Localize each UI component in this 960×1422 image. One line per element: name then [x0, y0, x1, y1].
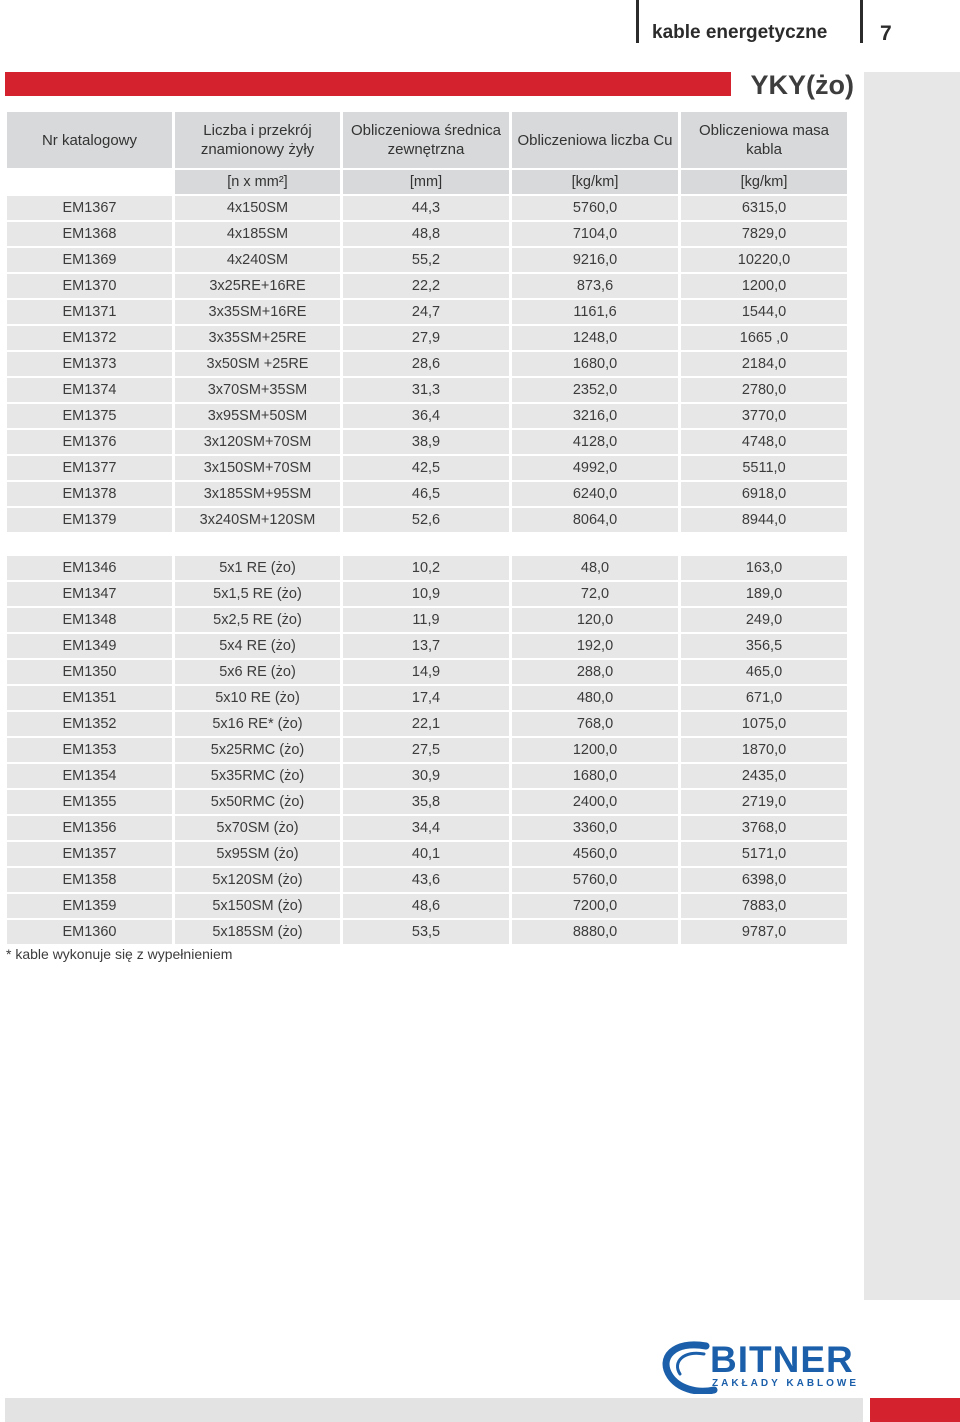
table-cell: EM1346	[7, 556, 172, 580]
footnote: * kable wykonuje się z wypełnieniem	[6, 946, 233, 962]
table-cell: 1680,0	[512, 352, 678, 376]
table-row	[7, 556, 847, 580]
bottom-accent	[870, 1398, 960, 1422]
table-row	[7, 456, 847, 480]
side-strip	[864, 72, 960, 1300]
table-cell: 22,2	[343, 274, 509, 298]
table-cell: 28,6	[343, 352, 509, 376]
table-row	[7, 920, 847, 944]
table-cell: 2400,0	[512, 790, 678, 814]
table-cell: EM1359	[7, 894, 172, 918]
table-cell: 2352,0	[512, 378, 678, 402]
table-cell: 27,5	[343, 738, 509, 762]
table-cell: EM1378	[7, 482, 172, 506]
table-row	[7, 352, 847, 376]
table-cell: 8944,0	[681, 508, 847, 532]
table-cell: 1680,0	[512, 764, 678, 788]
table-cell: 3x185SM+95SM	[175, 482, 340, 506]
table-row	[7, 816, 847, 840]
table-cell: 48,8	[343, 222, 509, 246]
table-cell: 3x120SM+70SM	[175, 430, 340, 454]
table-cell: 3x150SM+70SM	[175, 456, 340, 480]
table-cell: 120,0	[512, 608, 678, 632]
table-cell: 7829,0	[681, 222, 847, 246]
unit-cell: [mm]	[343, 170, 509, 194]
table-row	[7, 222, 847, 246]
table-row	[7, 300, 847, 324]
table-cell: 5x185SM (żo)	[175, 920, 340, 944]
table-cell: EM1350	[7, 660, 172, 684]
table-cell: 9787,0	[681, 920, 847, 944]
table-cell: 2719,0	[681, 790, 847, 814]
table-cell: 53,5	[343, 920, 509, 944]
table-cell: 1075,0	[681, 712, 847, 736]
table-row	[7, 790, 847, 814]
table-cell: 34,4	[343, 816, 509, 840]
cable-spec-table	[4, 110, 850, 534]
table-cell: EM1354	[7, 764, 172, 788]
table-cell: 5x70SM (żo)	[175, 816, 340, 840]
table-row	[7, 378, 847, 402]
table-cell: 288,0	[512, 660, 678, 684]
table-cell: 3x70SM+35SM	[175, 378, 340, 402]
table-cell: 5x50RMC (żo)	[175, 790, 340, 814]
table-row	[7, 608, 847, 632]
table-cell: 5x35RMC (żo)	[175, 764, 340, 788]
section-title: kable energetyczne	[652, 22, 828, 43]
table-cell: 8064,0	[512, 508, 678, 532]
header-divider-right	[860, 0, 863, 43]
table-cell: 5x2,5 RE (żo)	[175, 608, 340, 632]
table-cell: 10,9	[343, 582, 509, 606]
table-row	[7, 430, 847, 454]
table-cell: EM1368	[7, 222, 172, 246]
table-cell: 4x150SM	[175, 196, 340, 220]
table-row	[7, 712, 847, 736]
table-cell: 36,4	[343, 404, 509, 428]
table-row	[7, 196, 847, 220]
table-cell: 5511,0	[681, 456, 847, 480]
table-cell: 3x35SM+25RE	[175, 326, 340, 350]
table-cell: 3x50SM +25RE	[175, 352, 340, 376]
table-cell: 4560,0	[512, 842, 678, 866]
table-cell: 1665 ,0	[681, 326, 847, 350]
table-cell: 42,5	[343, 456, 509, 480]
table-row	[7, 508, 847, 532]
table-cell: 38,9	[343, 430, 509, 454]
table-cell: 9216,0	[512, 248, 678, 272]
table-row	[7, 868, 847, 892]
table-cell: 3x25RE+16RE	[175, 274, 340, 298]
table-cell: 11,9	[343, 608, 509, 632]
table-row	[7, 404, 847, 428]
table-cell: EM1348	[7, 608, 172, 632]
table-cell: 5171,0	[681, 842, 847, 866]
table-cell: 5x4 RE (żo)	[175, 634, 340, 658]
table-row	[7, 248, 847, 272]
table-row	[7, 482, 847, 506]
table-cell: EM1373	[7, 352, 172, 376]
table-cell: EM1358	[7, 868, 172, 892]
table-cell: 4992,0	[512, 456, 678, 480]
cable-spec-table-filled	[4, 554, 850, 946]
table-cell: 22,1	[343, 712, 509, 736]
table-cell: EM1379	[7, 508, 172, 532]
table-cell: 10220,0	[681, 248, 847, 272]
column-header-row	[7, 112, 847, 168]
table-cell: EM1375	[7, 404, 172, 428]
cable-spec-body	[7, 112, 847, 532]
table-cell: 4748,0	[681, 430, 847, 454]
table-row	[7, 582, 847, 606]
table-cell: 5x95SM (żo)	[175, 842, 340, 866]
table-cell: 5760,0	[512, 196, 678, 220]
accent-bar	[5, 72, 731, 96]
table-cell: 1544,0	[681, 300, 847, 324]
bottom-bar	[5, 1398, 863, 1422]
table-cell: 192,0	[512, 634, 678, 658]
cable-spec-body-filled	[7, 556, 847, 944]
table-cell: EM1349	[7, 634, 172, 658]
table-cell: 465,0	[681, 660, 847, 684]
table-cell: 5x150SM (żo)	[175, 894, 340, 918]
header-divider-left	[636, 0, 639, 43]
table-cell: 31,3	[343, 378, 509, 402]
table-cell: 27,9	[343, 326, 509, 350]
table-cell: 1200,0	[512, 738, 678, 762]
table-cell: 43,6	[343, 868, 509, 892]
table-row	[7, 326, 847, 350]
units-row	[7, 170, 847, 194]
table-cell: 52,6	[343, 508, 509, 532]
table-cell: 5x1 RE (żo)	[175, 556, 340, 580]
column-header: Obliczeniowa średnica zewnętrzna	[343, 112, 509, 168]
table-cell: 2184,0	[681, 352, 847, 376]
table-cell: 671,0	[681, 686, 847, 710]
table-cell: 13,7	[343, 634, 509, 658]
table-cell: 7200,0	[512, 894, 678, 918]
table-cell: 480,0	[512, 686, 678, 710]
table-cell: 8880,0	[512, 920, 678, 944]
table-row	[7, 274, 847, 298]
table-cell: 5x120SM (żo)	[175, 868, 340, 892]
table-cell: EM1370	[7, 274, 172, 298]
table-cell: EM1356	[7, 816, 172, 840]
table-cell: EM1347	[7, 582, 172, 606]
table-cell: 55,2	[343, 248, 509, 272]
table-cell: 48,6	[343, 894, 509, 918]
unit-cell	[7, 170, 172, 194]
table-row	[7, 842, 847, 866]
table-cell: EM1371	[7, 300, 172, 324]
table-cell: 5x25RMC (żo)	[175, 738, 340, 762]
table-cell: EM1351	[7, 686, 172, 710]
table-cell: 35,8	[343, 790, 509, 814]
table-cell: EM1367	[7, 196, 172, 220]
table-cell: EM1355	[7, 790, 172, 814]
table-cell: EM1353	[7, 738, 172, 762]
table-cell: 873,6	[512, 274, 678, 298]
table-row	[7, 686, 847, 710]
table-cell: 3770,0	[681, 404, 847, 428]
logo-wordmark: BITNER	[710, 1339, 854, 1380]
table-cell: 3x240SM+120SM	[175, 508, 340, 532]
table-cell: 768,0	[512, 712, 678, 736]
table-cell: 17,4	[343, 686, 509, 710]
table-cell: 3x95SM+50SM	[175, 404, 340, 428]
table-cell: 249,0	[681, 608, 847, 632]
table-cell: EM1372	[7, 326, 172, 350]
column-header: Nr katalogowy	[7, 112, 172, 168]
table-cell: 2780,0	[681, 378, 847, 402]
product-title: YKY(żo)	[750, 70, 854, 100]
table-cell: 1870,0	[681, 738, 847, 762]
unit-cell: [kg/km]	[681, 170, 847, 194]
table-cell: 1161,6	[512, 300, 678, 324]
table-cell: 1248,0	[512, 326, 678, 350]
column-header: Liczba i przekrój znamionowy żyły	[175, 112, 340, 168]
table-cell: 1200,0	[681, 274, 847, 298]
table-cell: EM1357	[7, 842, 172, 866]
table-cell: 3768,0	[681, 816, 847, 840]
table-cell: 4128,0	[512, 430, 678, 454]
table-cell: 5x1,5 RE (żo)	[175, 582, 340, 606]
table-cell: 6918,0	[681, 482, 847, 506]
column-header: Obliczeniowa masa kabla	[681, 112, 847, 168]
table-cell: 5x6 RE (żo)	[175, 660, 340, 684]
table-cell: 24,7	[343, 300, 509, 324]
table-cell: 3x35SM+16RE	[175, 300, 340, 324]
table-cell: EM1360	[7, 920, 172, 944]
page-number: 7	[880, 22, 892, 45]
table-cell: EM1374	[7, 378, 172, 402]
table-cell: 4x240SM	[175, 248, 340, 272]
table-cell: EM1377	[7, 456, 172, 480]
table-cell: 163,0	[681, 556, 847, 580]
table-cell: 2435,0	[681, 764, 847, 788]
table-cell: 6398,0	[681, 868, 847, 892]
table-cell: 5x10 RE (żo)	[175, 686, 340, 710]
table-row	[7, 634, 847, 658]
table-cell: 4x185SM	[175, 222, 340, 246]
table-cell: 5760,0	[512, 868, 678, 892]
table-cell: 40,1	[343, 842, 509, 866]
table-cell: 72,0	[512, 582, 678, 606]
column-header: Obliczeniowa liczba Cu	[512, 112, 678, 168]
table-cell: 3216,0	[512, 404, 678, 428]
table-row	[7, 738, 847, 762]
table-cell: 48,0	[512, 556, 678, 580]
table-cell: EM1369	[7, 248, 172, 272]
table-cell: 356,5	[681, 634, 847, 658]
table-cell: 6315,0	[681, 196, 847, 220]
table-cell: 30,9	[343, 764, 509, 788]
table-cell: 44,3	[343, 196, 509, 220]
table-cell: 46,5	[343, 482, 509, 506]
table-cell: EM1376	[7, 430, 172, 454]
table-cell: 5x16 RE* (żo)	[175, 712, 340, 736]
table-cell: EM1352	[7, 712, 172, 736]
table-cell: 6240,0	[512, 482, 678, 506]
table-row	[7, 660, 847, 684]
table-row	[7, 894, 847, 918]
unit-cell: [n x mm²]	[175, 170, 340, 194]
table-cell: 7104,0	[512, 222, 678, 246]
logo-subtitle: ZAKŁADY KABLOWE	[712, 1378, 860, 1389]
unit-cell: [kg/km]	[512, 170, 678, 194]
table-cell: 10,2	[343, 556, 509, 580]
table-cell: 189,0	[681, 582, 847, 606]
table-cell: 7883,0	[681, 894, 847, 918]
table-row	[7, 764, 847, 788]
table-cell: 14,9	[343, 660, 509, 684]
table-cell: 3360,0	[512, 816, 678, 840]
